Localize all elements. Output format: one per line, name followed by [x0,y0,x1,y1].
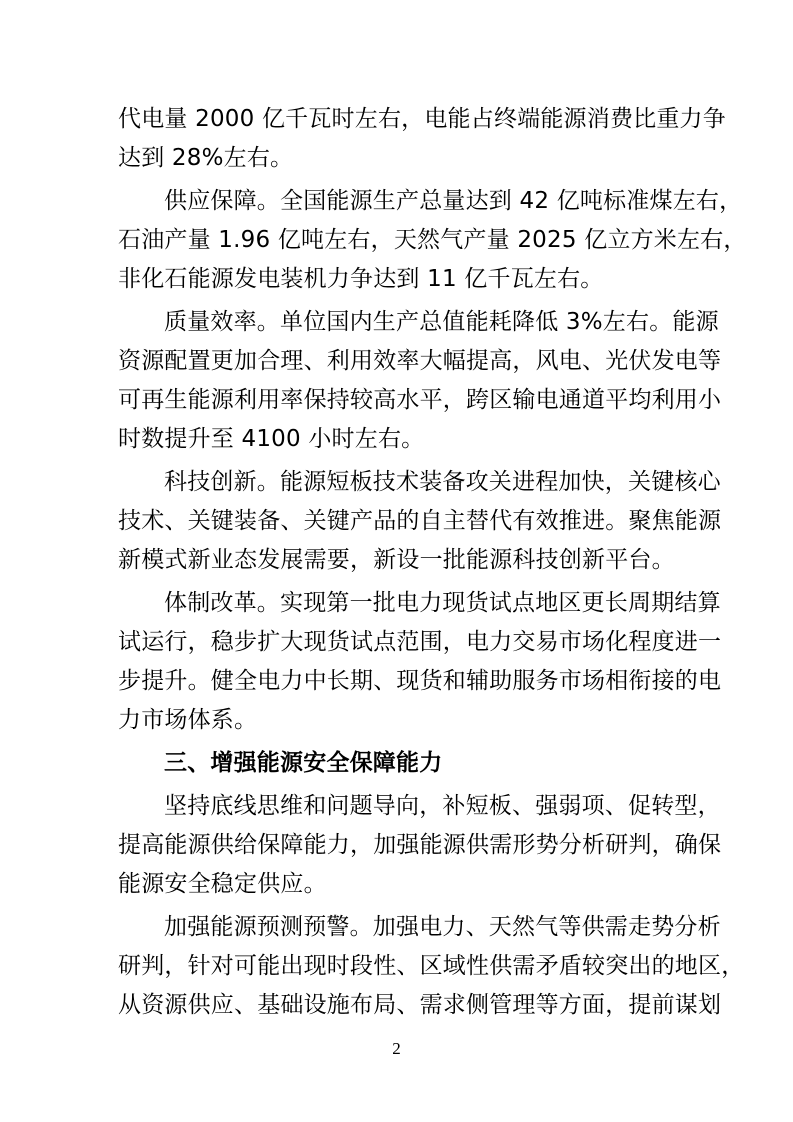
text-line-2: 达到 28%左右。 [118,145,294,171]
text-line-7: 资源配置更加合理、利用效率大幅提高，风电、光伏发电等 [118,348,722,374]
text-line-6: 质量效率。单位国内生产总值能耗降低 3%左右。能源 [164,309,719,335]
text-line-15: 步提升。健全电力中长期、现货和辅助服务市场相衔接的电 [118,668,722,694]
text-line-3: 供应保障。全国能源生产总量达到 42 亿吨标准煤左右， [164,188,743,214]
text-line-12: 新模式新业态发展需要，新设一批能源科技创新平台。 [118,547,675,573]
text-line-18: 坚持底线思维和问题导向，补短板、强弱项、促转型， [164,793,721,819]
text-line-13: 体制改革。实现第一批电力现货试点地区更长周期结算 [164,590,721,616]
text-line-1: 代电量 2000 亿千瓦时左右，电能占终端能源消费比重力争 [118,106,726,132]
text-line-23: 从资源供应、基础设施布局、需求侧管理等方面，提前谋划 [118,992,722,1018]
text-line-22: 研判，针对可能出现时段性、区域性供需矛盾较突出的地区， [118,953,745,979]
text-line-14: 试运行，稳步扩大现货试点范围，电力交易市场化程度进一 [118,629,722,655]
text-line-20: 能源安全稳定供应。 [118,871,327,897]
page-number: 2 [392,1039,401,1058]
text-line-10: 科技创新。能源短板技术装备攻关进程加快，关键核心 [164,469,721,495]
text-line-16: 力市场体系。 [118,707,258,733]
text-line-19: 提高能源供给保障能力，加强能源供需形势分析研判，确保 [118,832,722,858]
text-line-4: 石油产量 1.96 亿吨左右，天然气产量 2025 亿立方米左右， [118,227,747,253]
text-line-11: 技术、关键装备、关键产品的自主替代有效推进。聚焦能源 [118,508,722,534]
text-line-21: 加强能源预测预警。加强电力、天然气等供需走势分析 [164,914,721,940]
text-line-9: 时数提升至 4100 小时左右。 [118,426,425,452]
section-heading: 三、增强能源安全保障能力 [164,750,443,776]
text-line-5: 非化石能源发电装机力争达到 11 亿千瓦左右。 [118,266,604,292]
text-line-8: 可再生能源利用率保持较高水平，跨区输电通道平均利用小 [118,387,722,413]
